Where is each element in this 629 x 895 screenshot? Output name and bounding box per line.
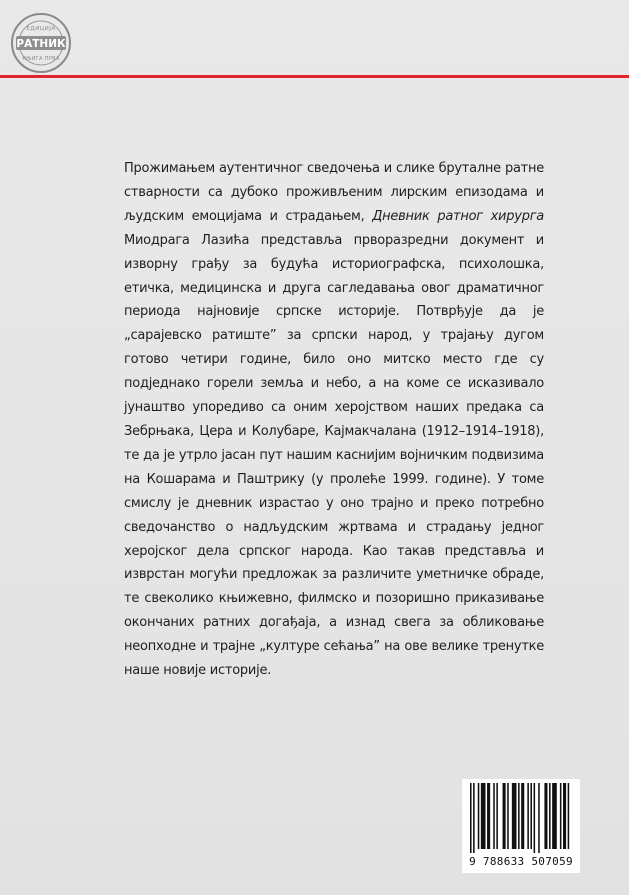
barcode-bar — [470, 783, 472, 853]
barcode-bar — [496, 783, 498, 849]
barcode-bar — [560, 783, 562, 849]
barcode-bar — [493, 783, 495, 849]
isbn-digits: 9 788633 507059 — [469, 855, 573, 868]
barcode-bar — [481, 783, 486, 849]
cover-blurb — [124, 157, 544, 683]
publisher-series-seal — [10, 12, 72, 74]
barcode-bars — [462, 779, 580, 853]
blurb-part-1: Прожимањем аутентичног сведочења и слике бруталне ратне стварности са дубоко проживљеним лирским епизодама и људским емоцијама и страдањем, — [124, 161, 544, 224]
seal-bottom-text: КЊИГА ПРВА — [22, 56, 60, 62]
barcode-bar — [563, 783, 566, 849]
barcode-bar — [568, 783, 570, 849]
barcode-bar — [518, 783, 520, 849]
barcode-bar — [538, 783, 540, 853]
book-title: Дневник ратног хирурга — [372, 208, 545, 224]
barcode-bar — [549, 783, 551, 849]
barcode-bar — [507, 783, 509, 849]
barcode-bar — [512, 783, 517, 849]
barcode-bar — [478, 783, 480, 849]
seal-icon — [10, 12, 72, 74]
barcode-bar — [487, 783, 490, 849]
barcode-bar — [473, 783, 475, 853]
accent-rule — [0, 75, 629, 78]
barcode-bar — [503, 783, 506, 849]
barcode-bar — [544, 783, 547, 849]
isbn-barcode — [462, 779, 580, 873]
barcode-bar — [552, 783, 557, 849]
seal-top-text: ЕДИЦИЈА — [26, 26, 56, 32]
barcode-bar — [530, 783, 532, 849]
blurb-part-2: Миодрага Лазића представља прворазредни документ и изворну грађу за будућа историографска, психолошка, етичка, медицинска и друга сагледавања овог драматичног периода најновије српске историје. Потврђује да је „сарајевско ратиште” за српски народ, у трајању дугом готово четири године, било оно митско место где су подједнако горели земља и небо, а на коме се исказивало јунаштво упоредиво са оним херојством наших предака са Зебрњака, Цера и Колубаре, Кајмакчалана (1912–1914–1918), те да је утрло јасан пут нашим каснијим војничким подвизима на Кошарама и Паштрику (у пролеће 1999. године). У томе смислу је дневник израстао у оно трајно и преко потребно сведочанство о надљудским жртвама и страдању једног херојског дела српског народа. Као такав представља и изврстан могући предложак за различите уметничке обраде, те свеколико књижевно, филмско и позоришно приказивање окончаних ратних догађаја, а изнад свега за обликовање неопходне и трајне „културе сећања” на ове велике тренутке наше новије историје. — [124, 232, 544, 679]
barcode-bar — [521, 783, 524, 849]
barcode-bar — [527, 783, 529, 849]
barcode-bar — [534, 783, 536, 853]
seal-center-text: РАТНИК — [16, 38, 66, 50]
